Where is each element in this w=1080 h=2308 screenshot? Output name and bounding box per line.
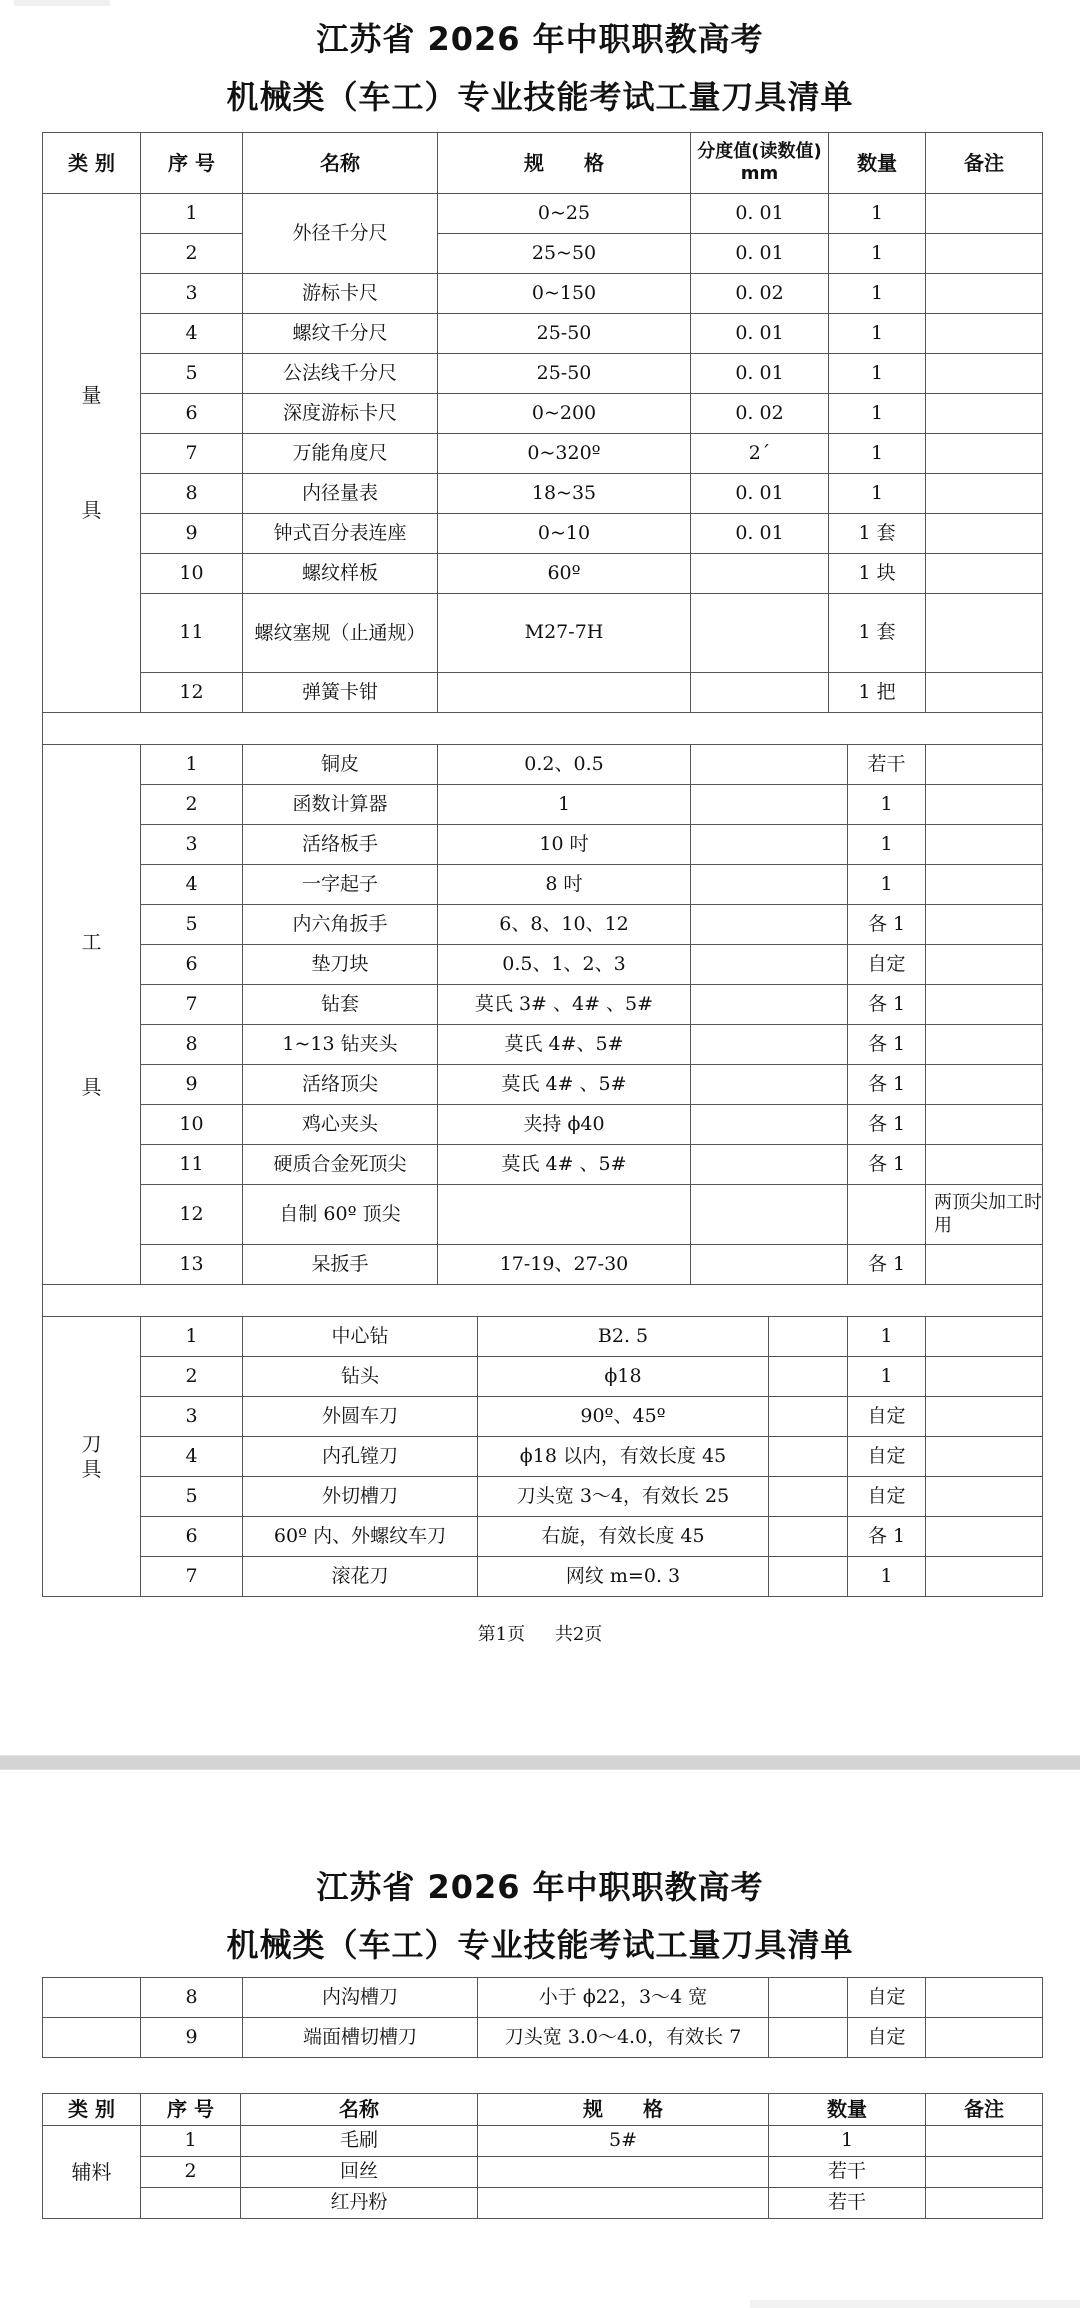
header-spec: 规 格 — [478, 2094, 769, 2126]
row-no — [141, 2188, 241, 2219]
row-spec: 刀头宽 3.0～4.0，有效长 7 — [478, 2018, 769, 2058]
page2-cutters-continued-table — [42, 1977, 1043, 2058]
table-row — [43, 1477, 1043, 1517]
row-empty — [769, 1397, 848, 1437]
row-no: 1 — [141, 2126, 241, 2157]
row-qty: 各 1 — [848, 905, 926, 945]
row-name: 1~13 钻夹头 — [243, 1025, 438, 1065]
row-name: 游标卡尺 — [243, 274, 438, 314]
row-division-empty — [691, 825, 848, 865]
row-qty: 自定 — [848, 1437, 926, 1477]
table-row — [43, 1517, 1043, 1557]
row-spec: 90º、45º — [478, 1397, 769, 1437]
row-qty — [848, 1185, 926, 1245]
table-row — [43, 785, 1043, 825]
row-qty: 1 — [829, 314, 926, 354]
header-qty: 数量 — [769, 2094, 926, 2126]
row-division — [691, 554, 829, 594]
row-no: 4 — [141, 1437, 243, 1477]
row-note — [926, 514, 1043, 554]
row-spec: 莫氏 3# 、4# 、5# — [438, 985, 691, 1025]
row-qty: 各 1 — [848, 1065, 926, 1105]
row-qty: 各 1 — [848, 1245, 926, 1285]
row-division — [691, 594, 829, 673]
category-empty — [43, 1978, 141, 2018]
row-empty — [769, 1557, 848, 1597]
row-name: 硬质合金死顶尖 — [243, 1145, 438, 1185]
row-spec: 17-19、27-30 — [438, 1245, 691, 1285]
row-qty: 1 — [829, 474, 926, 514]
row-qty: 自定 — [848, 1477, 926, 1517]
row-division-empty — [691, 1145, 848, 1185]
row-spec: 莫氏 4# 、5# — [438, 1065, 691, 1105]
row-no: 10 — [141, 1105, 243, 1145]
row-spec: 刀头宽 3～4，有效长 25 — [478, 1477, 769, 1517]
table-row — [43, 1185, 1043, 1245]
row-qty: 1 — [829, 274, 926, 314]
row-no: 7 — [141, 985, 243, 1025]
table-row — [43, 514, 1043, 554]
row-note — [926, 2126, 1043, 2157]
row-note — [926, 234, 1043, 274]
row-empty — [769, 1317, 848, 1357]
row-division-empty — [691, 905, 848, 945]
row-name: 螺纹塞规（止通规） — [243, 594, 438, 673]
row-spec: 右旋，有效长度 45 — [478, 1517, 769, 1557]
row-spec: 夹持 ϕ40 — [438, 1105, 691, 1145]
row-qty: 1 套 — [829, 514, 926, 554]
row-no: 1 — [141, 745, 243, 785]
header-category: 类 别 — [43, 2094, 141, 2126]
table-row — [43, 2126, 1043, 2157]
row-qty: 若干 — [769, 2188, 926, 2219]
row-name: 回丝 — [241, 2157, 478, 2188]
row-name: 公法线千分尺 — [243, 354, 438, 394]
row-name: 内径量表 — [243, 474, 438, 514]
table-row — [43, 194, 1043, 234]
table-row — [43, 234, 1043, 274]
row-note — [926, 474, 1043, 514]
page2-title-line1: 江苏省 2026 年中职职教高考 — [316, 1868, 764, 1906]
row-division: 0. 01 — [691, 514, 829, 554]
header-no: 序 号 — [141, 2094, 241, 2126]
row-qty: 自定 — [848, 945, 926, 985]
table-row — [43, 2157, 1043, 2188]
table-row — [43, 673, 1043, 713]
row-note — [926, 274, 1043, 314]
row-note — [926, 1397, 1043, 1437]
row-note — [926, 1245, 1043, 1285]
row-note — [926, 745, 1043, 785]
table-row — [43, 825, 1043, 865]
header-note: 备注 — [926, 2094, 1043, 2126]
row-name: 活络板手 — [243, 825, 438, 865]
row-no: 3 — [141, 1397, 243, 1437]
row-note — [926, 314, 1043, 354]
row-spec: 25-50 — [438, 354, 691, 394]
row-no: 3 — [141, 274, 243, 314]
row-division: 0. 01 — [691, 474, 829, 514]
row-no: 8 — [141, 474, 243, 514]
row-no: 12 — [141, 1185, 243, 1245]
row-division-empty — [691, 1245, 848, 1285]
row-spec: 18~35 — [438, 474, 691, 514]
row-note — [926, 194, 1043, 234]
row-no: 9 — [141, 2018, 243, 2058]
row-no: 12 — [141, 673, 243, 713]
table-row — [43, 394, 1043, 434]
row-no: 8 — [141, 1978, 243, 2018]
table-row — [43, 1245, 1043, 1285]
row-qty: 各 1 — [848, 1105, 926, 1145]
row-no: 4 — [141, 865, 243, 905]
row-spec: 莫氏 4# 、5# — [438, 1145, 691, 1185]
table-row — [43, 2188, 1043, 2219]
row-empty — [769, 1477, 848, 1517]
row-qty: 1 — [829, 394, 926, 434]
row-no: 11 — [141, 594, 243, 673]
row-qty: 1 套 — [829, 594, 926, 673]
row-no: 5 — [141, 354, 243, 394]
row-name: 弹簧卡钳 — [243, 673, 438, 713]
row-note — [926, 1978, 1043, 2018]
table-row — [43, 745, 1043, 785]
row-qty: 各 1 — [848, 1145, 926, 1185]
row-division: 0. 01 — [691, 354, 829, 394]
row-qty: 1 — [829, 194, 926, 234]
row-no: 11 — [141, 1145, 243, 1185]
row-name: 自制 60º 顶尖 — [243, 1185, 438, 1245]
section-spacer — [43, 713, 1043, 745]
row-name: 钻头 — [243, 1357, 478, 1397]
category-auxiliary: 辅料 — [43, 2126, 141, 2219]
row-note — [926, 865, 1043, 905]
row-empty — [769, 1978, 848, 2018]
row-no: 9 — [141, 514, 243, 554]
row-note: 两顶尖加工时用 — [926, 1185, 1043, 1245]
row-note — [926, 594, 1043, 673]
table-row — [43, 865, 1043, 905]
row-spec: 0.2、0.5 — [438, 745, 691, 785]
row-division-empty — [691, 785, 848, 825]
row-note — [926, 554, 1043, 594]
row-spec: 0~25 — [438, 194, 691, 234]
row-name: 外圆车刀 — [243, 1397, 478, 1437]
row-division: 0. 01 — [691, 234, 829, 274]
table-row — [43, 1978, 1043, 2018]
table-row — [43, 1065, 1043, 1105]
row-name: 活络顶尖 — [243, 1065, 438, 1105]
row-spec: 0~10 — [438, 514, 691, 554]
row-name: 一字起子 — [243, 865, 438, 905]
row-name: 铜皮 — [243, 745, 438, 785]
row-note — [926, 2157, 1043, 2188]
row-qty: 1 — [769, 2126, 926, 2157]
row-spec: 60º — [438, 554, 691, 594]
row-no: 8 — [141, 1025, 243, 1065]
row-qty: 1 把 — [829, 673, 926, 713]
row-qty: 各 1 — [848, 985, 926, 1025]
row-qty: 若干 — [848, 745, 926, 785]
row-no: 10 — [141, 554, 243, 594]
row-spec — [478, 2188, 769, 2219]
row-no: 2 — [141, 785, 243, 825]
row-name: 60º 内、外螺纹车刀 — [243, 1517, 478, 1557]
table-row — [43, 554, 1043, 594]
row-no: 5 — [141, 1477, 243, 1517]
row-division-empty — [691, 745, 848, 785]
row-empty — [769, 1437, 848, 1477]
row-note — [926, 1105, 1043, 1145]
page-total: 共2页 — [554, 1624, 603, 1645]
table-row — [43, 1145, 1043, 1185]
row-qty: 1 — [829, 234, 926, 274]
row-note — [926, 785, 1043, 825]
page2-title-line2: 机械类（车工）专业技能考试工量刀具清单 — [226, 1926, 854, 1964]
row-spec: M27-7H — [438, 594, 691, 673]
row-spec: 6、8、10、12 — [438, 905, 691, 945]
row-no: 1 — [141, 194, 243, 234]
row-spec: 0~150 — [438, 274, 691, 314]
table-row — [43, 985, 1043, 1025]
row-no: 4 — [141, 314, 243, 354]
row-name: 外切槽刀 — [243, 1477, 478, 1517]
header-name: 名称 — [243, 133, 438, 194]
row-division: 0. 01 — [691, 194, 829, 234]
row-spec: 1 — [438, 785, 691, 825]
table-header-row — [43, 2094, 1043, 2126]
row-name: 螺纹样板 — [243, 554, 438, 594]
row-name: 螺纹千分尺 — [243, 314, 438, 354]
row-empty — [769, 1517, 848, 1557]
row-spec: 5# — [478, 2126, 769, 2157]
top-edge-artifact — [14, 0, 110, 6]
category-empty — [43, 2018, 141, 2058]
row-name: 钻套 — [243, 985, 438, 1025]
page2-auxiliary-table — [42, 2093, 1043, 2219]
row-qty: 各 1 — [848, 1517, 926, 1557]
row-spec: 莫氏 4#、5# — [438, 1025, 691, 1065]
page-number: 第1页 — [477, 1624, 526, 1645]
row-note — [926, 354, 1043, 394]
row-name: 红丹粉 — [241, 2188, 478, 2219]
table-row — [43, 1437, 1043, 1477]
row-name: 垫刀块 — [243, 945, 438, 985]
row-note — [926, 1145, 1043, 1185]
table-row — [43, 274, 1043, 314]
row-qty: 1 — [848, 1317, 926, 1357]
row-qty: 1 块 — [829, 554, 926, 594]
table-row — [43, 1357, 1043, 1397]
row-no: 7 — [141, 434, 243, 474]
row-note — [926, 1517, 1043, 1557]
row-spec: B2. 5 — [478, 1317, 769, 1357]
table-row — [43, 1397, 1043, 1437]
row-qty: 1 — [848, 825, 926, 865]
row-spec: 0~320º — [438, 434, 691, 474]
row-name: 端面槽切槽刀 — [243, 2018, 478, 2058]
row-no: 7 — [141, 1557, 243, 1597]
row-spec — [438, 673, 691, 713]
row-no: 1 — [141, 1317, 243, 1357]
row-note — [926, 985, 1043, 1025]
row-no: 2 — [141, 1357, 243, 1397]
row-note — [926, 1437, 1043, 1477]
category-measuring: 量 具 — [43, 194, 141, 713]
row-qty: 1 — [848, 865, 926, 905]
page-footer — [0, 1620, 1080, 1646]
row-qty: 各 1 — [848, 1025, 926, 1065]
header-no: 序 号 — [141, 133, 243, 194]
row-name: 外径千分尺 — [243, 194, 438, 274]
row-empty — [769, 2018, 848, 2058]
header-qty: 数量 — [829, 133, 926, 194]
row-spec: 25-50 — [438, 314, 691, 354]
category-cutters: 刀 具 — [43, 1317, 141, 1597]
row-name: 深度游标卡尺 — [243, 394, 438, 434]
row-note — [926, 825, 1043, 865]
row-no: 2 — [141, 2157, 241, 2188]
row-division: 0. 01 — [691, 314, 829, 354]
row-name: 内孔镗刀 — [243, 1437, 478, 1477]
header-name: 名称 — [241, 2094, 478, 2126]
row-no: 5 — [141, 905, 243, 945]
row-note — [926, 434, 1043, 474]
page1-title-line2: 机械类（车工）专业技能考试工量刀具清单 — [226, 78, 854, 116]
row-note — [926, 394, 1043, 434]
table-row — [43, 474, 1043, 514]
row-qty: 1 — [829, 354, 926, 394]
table-row — [43, 1025, 1043, 1065]
row-qty: 若干 — [769, 2157, 926, 2188]
page-separator — [0, 1755, 1080, 1770]
table-row — [43, 945, 1043, 985]
row-note — [926, 2188, 1043, 2219]
row-division-empty — [691, 1065, 848, 1105]
row-note — [926, 1317, 1043, 1357]
row-spec: 10 吋 — [438, 825, 691, 865]
row-name: 万能角度尺 — [243, 434, 438, 474]
table-header-row — [43, 133, 1043, 194]
row-spec: ϕ18 — [478, 1357, 769, 1397]
row-name: 毛刷 — [241, 2126, 478, 2157]
row-note — [926, 2018, 1043, 2058]
row-name: 函数计算器 — [243, 785, 438, 825]
page1-inventory-table — [42, 132, 1043, 1597]
row-qty: 1 — [829, 434, 926, 474]
page1-title-line1: 江苏省 2026 年中职职教高考 — [316, 20, 764, 58]
row-division: 2´ — [691, 434, 829, 474]
table-row — [43, 1105, 1043, 1145]
row-spec: 0~200 — [438, 394, 691, 434]
row-division-empty — [691, 985, 848, 1025]
row-name: 钟式百分表连座 — [243, 514, 438, 554]
row-spec: ϕ18 以内，有效长度 45 — [478, 1437, 769, 1477]
row-no: 6 — [141, 945, 243, 985]
row-no: 6 — [141, 1517, 243, 1557]
row-division: 0. 02 — [691, 274, 829, 314]
row-note — [926, 673, 1043, 713]
bottom-edge-artifact — [750, 2300, 1080, 2308]
category-tools: 工 具 — [43, 745, 141, 1285]
row-qty: 1 — [848, 1357, 926, 1397]
row-no: 2 — [141, 234, 243, 274]
row-spec: 小于 ϕ22，3～4 宽 — [478, 1978, 769, 2018]
row-name: 滚花刀 — [243, 1557, 478, 1597]
row-spec — [478, 2157, 769, 2188]
section-spacer — [43, 1285, 1043, 1317]
row-no: 3 — [141, 825, 243, 865]
row-spec: 0.5、1、2、3 — [438, 945, 691, 985]
table-row — [43, 594, 1043, 673]
row-division-empty — [691, 945, 848, 985]
row-spec: 25~50 — [438, 234, 691, 274]
row-qty: 1 — [848, 1557, 926, 1597]
table-row — [43, 314, 1043, 354]
row-name: 中心钻 — [243, 1317, 478, 1357]
table-row — [43, 2018, 1043, 2058]
row-note — [926, 1557, 1043, 1597]
row-no: 6 — [141, 394, 243, 434]
row-spec — [438, 1185, 691, 1245]
header-spec: 规 格 — [438, 133, 691, 194]
row-name: 内沟槽刀 — [243, 1978, 478, 2018]
row-qty: 自定 — [848, 1397, 926, 1437]
row-division: 0. 02 — [691, 394, 829, 434]
row-name: 内六角扳手 — [243, 905, 438, 945]
row-note — [926, 1065, 1043, 1105]
row-name: 呆扳手 — [243, 1245, 438, 1285]
row-qty: 自定 — [848, 1978, 926, 2018]
row-division-empty — [691, 865, 848, 905]
row-name: 鸡心夹头 — [243, 1105, 438, 1145]
header-note: 备注 — [926, 133, 1043, 194]
row-division-empty — [691, 1185, 848, 1245]
table-row — [43, 434, 1043, 474]
row-note — [926, 1025, 1043, 1065]
row-division — [691, 673, 829, 713]
row-note — [926, 905, 1043, 945]
table-row — [43, 1317, 1043, 1357]
row-division-empty — [691, 1025, 848, 1065]
row-spec: 网纹 m=0. 3 — [478, 1557, 769, 1597]
row-no: 13 — [141, 1245, 243, 1285]
row-no: 9 — [141, 1065, 243, 1105]
row-note — [926, 945, 1043, 985]
header-division: 分度值(读数值) mm — [691, 133, 829, 194]
row-qty: 自定 — [848, 2018, 926, 2058]
row-spec: 8 吋 — [438, 865, 691, 905]
header-category: 类 别 — [43, 133, 141, 194]
table-row — [43, 354, 1043, 394]
row-empty — [769, 1357, 848, 1397]
row-qty: 1 — [848, 785, 926, 825]
table-row — [43, 1557, 1043, 1597]
row-note — [926, 1477, 1043, 1517]
table-row — [43, 905, 1043, 945]
row-division-empty — [691, 1105, 848, 1145]
row-note — [926, 1357, 1043, 1397]
